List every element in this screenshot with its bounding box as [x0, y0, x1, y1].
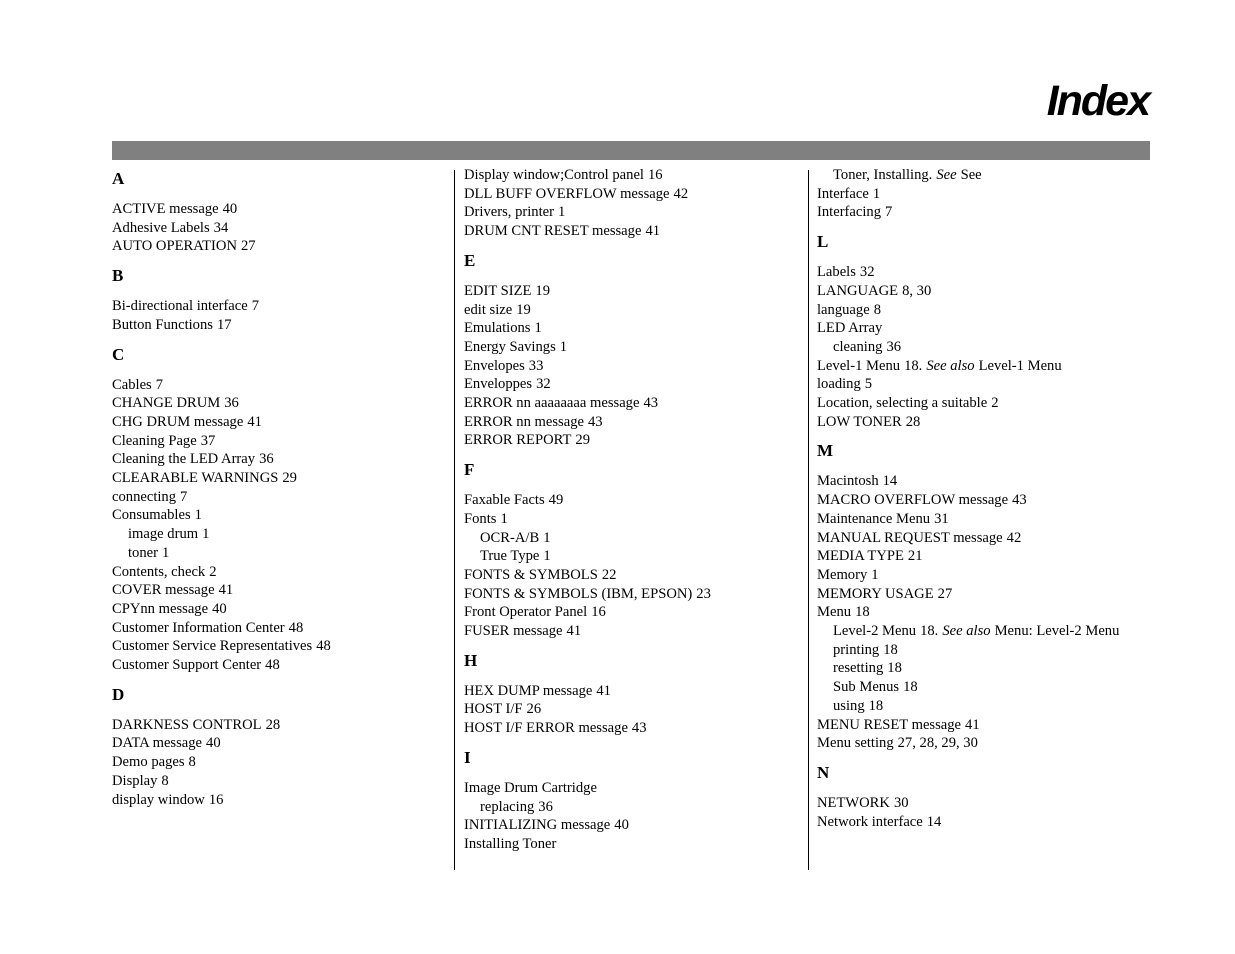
index-entry: [817, 375, 1157, 394]
entry-pages: 18: [855, 604, 870, 621]
entry-term: True Type: [480, 548, 540, 565]
entry-pages: 28: [905, 413, 921, 430]
index-entry: [817, 338, 1157, 357]
index-entry: [464, 301, 804, 320]
entry-term: CHG DRUM message: [112, 413, 244, 430]
index-section: [464, 650, 804, 738]
entry-pages: 14: [926, 813, 942, 830]
index-entry: [817, 529, 1157, 548]
entry-pages: 19: [535, 282, 551, 299]
entry-pages: 8: [161, 772, 169, 789]
index-entry: [464, 413, 804, 432]
entry-term: MENU RESET message: [817, 716, 962, 733]
index-entry: [112, 219, 452, 238]
entry-pages: 49: [548, 492, 564, 509]
entry-term: Button Functions: [112, 316, 213, 333]
entry-see: See also: [942, 623, 991, 640]
entry-pages: 1: [162, 544, 170, 561]
entry-pages: 27, 28, 29, 30: [897, 735, 978, 752]
entry-pages: 7: [155, 376, 164, 393]
index-entry: [112, 413, 452, 432]
entry-term: Network interface: [817, 813, 923, 830]
entry-pages: 41: [247, 413, 262, 430]
index-entry: [817, 603, 1157, 622]
entry-term: connecting: [112, 488, 177, 505]
entry-pages: 41: [566, 623, 582, 640]
entry-pages: 34: [213, 219, 229, 236]
index-entry: [464, 798, 804, 817]
index-section: [817, 762, 1157, 831]
index-entry: [817, 734, 1157, 753]
entry-pages: 40: [222, 201, 238, 217]
page-title: Index: [1046, 77, 1149, 125]
index-entry: [112, 297, 452, 316]
entry-term: Maintenance Menu: [817, 510, 931, 527]
entry-term: LOW TONER: [817, 413, 902, 430]
entry-pages: 18.: [920, 623, 939, 640]
entry-pages: 42: [673, 185, 689, 202]
index-section: [817, 231, 1157, 431]
index-entry: [817, 357, 1157, 376]
entry-pages: 48: [316, 638, 331, 655]
entry-pages: 31: [934, 510, 949, 527]
entry-term: Memory: [817, 566, 868, 583]
index-entry: [112, 656, 452, 675]
entry-term: Display: [112, 772, 158, 789]
entry-term: MACRO OVERFLOW message: [817, 492, 1009, 509]
entry-term: resetting: [833, 660, 884, 677]
entry-see: See also: [926, 357, 975, 374]
index-entry: [817, 659, 1157, 678]
entry-pages: 8: [873, 301, 881, 318]
entry-pages: 27: [937, 585, 953, 602]
index-column-2: [464, 166, 804, 863]
index-entry: [464, 719, 804, 738]
entry-term: Energy Savings: [464, 338, 556, 355]
column-divider: [454, 170, 455, 870]
entry-pages: 18: [887, 660, 902, 677]
entry-term: Sub Menus: [833, 679, 900, 696]
entry-term: COVER message: [112, 582, 215, 599]
entry-see-ref: Menu: Level-2 Menu: [994, 623, 1120, 640]
entry-term: Cables: [112, 376, 152, 393]
section-letter: F: [464, 460, 475, 480]
index-entry: [112, 506, 452, 525]
entry-pages: 26: [526, 701, 542, 718]
entry-pages: 36: [259, 451, 274, 468]
entry-pages: 7: [885, 204, 893, 221]
entry-term: DRUM CNT RESET message: [464, 223, 642, 240]
index-section: [112, 684, 452, 810]
entry-pages: 43: [1012, 492, 1027, 509]
index-entry: [464, 835, 804, 854]
entry-term: FONTS & SYMBOLS (IBM, EPSON): [464, 585, 693, 602]
index-entry: [112, 772, 452, 791]
entry-term: Labels: [817, 264, 856, 281]
entry-pages: 1: [557, 204, 566, 221]
entry-term: Menu setting: [817, 735, 894, 752]
index-entry: [112, 637, 452, 656]
index-section: [464, 747, 804, 854]
header-bar: [112, 141, 1150, 160]
entry-pages: 28: [265, 716, 281, 733]
entry-term: DATA message: [112, 735, 203, 752]
entry-pages: 1: [194, 507, 202, 524]
entry-pages: 29: [575, 432, 590, 449]
entry-pages: 18: [903, 679, 918, 696]
entry-pages: 5: [864, 376, 873, 393]
column-divider: [808, 170, 809, 870]
entry-term: Toner, Installing.: [833, 167, 933, 183]
entry-term: INITIALIZING message: [464, 817, 611, 834]
index-entry: [817, 282, 1157, 301]
entry-see: See: [936, 167, 957, 183]
entry-term: Level-2 Menu: [833, 623, 917, 640]
entry-pages: 18.: [904, 357, 923, 374]
index-entry: [464, 338, 804, 357]
entry-term: Display window;Control panel: [464, 167, 644, 183]
section-letter: N: [817, 762, 830, 782]
entry-term: CHANGE DRUM: [112, 395, 221, 412]
entry-term: using: [833, 697, 865, 714]
entry-pages: 37: [200, 432, 216, 449]
entry-term: Bi-directional interface: [112, 298, 248, 315]
index-entry: [817, 697, 1157, 716]
entry-pages: 7: [180, 488, 188, 505]
entry-see-ref: See: [960, 167, 982, 183]
index-entry: [817, 585, 1157, 604]
entry-pages: 16: [208, 791, 224, 808]
index-section: [112, 168, 452, 256]
index-entry: [464, 529, 804, 548]
entry-term: language: [817, 301, 870, 318]
entry-term: ERROR nn aaaaaaaa message: [464, 395, 640, 412]
entry-term: DARKNESS CONTROL: [112, 716, 262, 733]
entry-term: Envelopes: [464, 357, 525, 374]
entry-pages: 40: [206, 735, 221, 752]
entry-pages: 27: [241, 238, 256, 255]
index-entry: [464, 510, 804, 529]
index-entry: [817, 413, 1157, 432]
entry-term: Interface: [817, 185, 869, 202]
index-entry: [464, 282, 804, 301]
section-letter: B: [112, 266, 124, 286]
index-entry: [817, 510, 1157, 529]
entry-pages: 16: [591, 604, 606, 621]
index-entry: [112, 432, 452, 451]
entry-pages: 48: [288, 619, 304, 636]
index-entry: [817, 472, 1157, 491]
index-section: [464, 166, 804, 241]
section-letter: L: [817, 232, 829, 252]
entry-term: MANUAL REQUEST message: [817, 529, 1003, 546]
entry-pages: 14: [882, 473, 898, 490]
entry-term: Cleaning Page: [112, 432, 197, 449]
section-letter: A: [112, 169, 125, 188]
index-entry: [817, 301, 1157, 320]
entry-term: edit size: [464, 301, 513, 318]
index-entry: [112, 791, 452, 810]
index-entry: [817, 394, 1157, 413]
entry-term: HOST I/F ERROR message: [464, 720, 628, 737]
entry-term: ERROR REPORT: [464, 432, 572, 449]
index-entry: [464, 603, 804, 622]
section-letter: E: [464, 250, 476, 270]
entry-pages: 2: [209, 563, 217, 580]
entry-see-ref: Level-1 Menu: [978, 357, 1062, 374]
entry-term: Adhesive Labels: [112, 219, 210, 236]
section-letter: M: [817, 441, 834, 461]
index-entry: [817, 678, 1157, 697]
index-entry: [817, 641, 1157, 660]
entry-pages: 36: [538, 798, 553, 815]
entry-pages: 1: [534, 320, 542, 337]
index-entry: [464, 222, 804, 241]
entry-pages: 7: [251, 298, 260, 315]
entry-pages: 36: [224, 395, 239, 412]
entry-pages: 43: [631, 720, 647, 737]
entry-term: OCR-A/B: [480, 529, 540, 546]
entry-term: Cleaning the LED Array: [112, 451, 256, 468]
entry-pages: 40: [212, 600, 227, 617]
entry-term: Level-1 Menu: [817, 357, 901, 374]
entry-term: Front Operator Panel: [464, 604, 588, 621]
entry-term: display window: [112, 791, 205, 808]
entry-term: Consumables: [112, 507, 191, 524]
section-letter: H: [464, 650, 478, 670]
entry-term: CLEARABLE WARNINGS: [112, 470, 279, 487]
index-entry: [817, 813, 1157, 832]
entry-term: LED Array: [817, 320, 883, 337]
index-entry: [817, 166, 1157, 185]
entry-pages: 1: [543, 548, 551, 565]
entry-term: Faxable Facts: [464, 492, 545, 509]
entry-pages: 2: [991, 395, 999, 412]
entry-pages: 41: [965, 716, 980, 733]
index-entry: [112, 394, 452, 413]
entry-term: Contents, check: [112, 563, 206, 580]
entry-term: ERROR nn message: [464, 413, 584, 430]
index-entry: [112, 376, 452, 395]
entry-pages: 1: [500, 510, 508, 527]
entry-term: MEMORY USAGE: [817, 585, 934, 602]
entry-pages: 30: [893, 794, 909, 811]
entry-pages: 33: [528, 357, 544, 374]
entry-pages: 32: [536, 376, 551, 393]
entry-pages: 42: [1006, 529, 1022, 546]
index-section: [464, 459, 804, 641]
entry-term: Image Drum Cartridge: [464, 779, 597, 796]
entry-term: Drivers, printer: [464, 204, 554, 221]
entry-term: Emulations: [464, 320, 531, 337]
entry-pages: 1: [559, 338, 568, 355]
index-entry: [464, 547, 804, 566]
entry-pages: 21: [907, 548, 923, 565]
entry-term: Location, selecting a suitable: [817, 395, 988, 412]
entry-term: image drum: [128, 526, 199, 543]
entry-term: FONTS & SYMBOLS: [464, 566, 598, 583]
index-entry: [112, 716, 452, 735]
entry-term: Menu: [817, 604, 852, 621]
index-entry: [112, 563, 452, 582]
index-entry: [464, 491, 804, 510]
entry-pages: 1: [871, 566, 879, 583]
entry-pages: 23: [696, 585, 711, 602]
index-entry: [464, 816, 804, 835]
index-entry: [112, 237, 452, 256]
index-entry: [817, 263, 1157, 282]
index-entry: [112, 753, 452, 772]
entry-pages: 8: [188, 754, 196, 771]
entry-pages: 19: [516, 301, 531, 318]
entry-pages: 41: [596, 682, 611, 699]
index-entry: [112, 525, 452, 544]
section-letter: D: [112, 684, 125, 704]
index-entry: [112, 488, 452, 507]
index-entry: [817, 491, 1157, 510]
entry-term: replacing: [480, 798, 535, 815]
entry-term: ACTIVE message: [112, 201, 219, 217]
entry-pages: 1: [202, 526, 210, 543]
entry-pages: 17: [216, 316, 232, 333]
index-entry: [464, 375, 804, 394]
entry-term: Fonts: [464, 510, 497, 527]
index-entry: [817, 319, 1157, 338]
index-entry: [464, 700, 804, 719]
entry-term: Interfacing: [817, 204, 882, 221]
entry-pages: 36: [886, 338, 902, 355]
index-entry: [464, 185, 804, 204]
index-entry: [112, 450, 452, 469]
index-entry: [464, 203, 804, 222]
index-entry: [464, 779, 804, 798]
entry-pages: 22: [601, 566, 617, 583]
entry-pages: 41: [218, 582, 234, 599]
index-entry: [112, 619, 452, 638]
entry-term: HOST I/F: [464, 701, 523, 718]
entry-pages: 1: [543, 529, 551, 546]
index-entry: [817, 547, 1157, 566]
entry-pages: 1: [872, 185, 881, 202]
entry-term: AUTO OPERATION: [112, 238, 237, 255]
index-entry: [464, 682, 804, 701]
index-entry: [464, 585, 804, 604]
index-entry: [112, 581, 452, 600]
entry-term: EDIT SIZE: [464, 282, 532, 299]
index-entry: [817, 622, 1157, 641]
index-section: [112, 265, 452, 334]
entry-pages: 40: [614, 817, 629, 834]
entry-term: Macintosh: [817, 473, 879, 490]
entry-pages: 16: [647, 167, 663, 183]
entry-term: Customer Service Representatives: [112, 638, 313, 655]
index-section: [817, 440, 1157, 753]
index-entry: [817, 794, 1157, 813]
index-section: [464, 250, 804, 450]
index-entry: [817, 566, 1157, 585]
entry-pages: 48: [265, 657, 280, 674]
index-entry: [112, 544, 452, 563]
section-letter: C: [112, 344, 125, 364]
entry-term: Customer Information Center: [112, 619, 285, 636]
index-entry: [112, 734, 452, 753]
index-entry: [464, 166, 804, 185]
index-entry: [817, 203, 1157, 222]
entry-pages: 18: [883, 641, 898, 658]
entry-term: loading: [817, 376, 861, 393]
index-entry: [112, 600, 452, 619]
entry-term: HEX DUMP message: [464, 682, 593, 699]
entry-term: NETWORK: [817, 794, 890, 811]
entry-term: Customer Support Center: [112, 657, 262, 674]
index-entry: [112, 200, 452, 219]
entry-term: cleaning: [833, 338, 883, 355]
index-entry: [464, 622, 804, 641]
entry-pages: 41: [645, 223, 661, 240]
index-entry: [464, 394, 804, 413]
index-entry: [817, 185, 1157, 204]
entry-term: MEDIA TYPE: [817, 548, 904, 565]
entry-term: Installing Toner: [464, 835, 557, 852]
entry-term: toner: [128, 544, 158, 561]
entry-pages: 29: [282, 470, 297, 487]
index-entry: [817, 716, 1157, 735]
index-column-1: [112, 168, 452, 818]
entry-pages: 43: [588, 413, 603, 430]
index-entry: [464, 319, 804, 338]
index-entry: [112, 316, 452, 335]
index-entry: [464, 566, 804, 585]
entry-term: CPYnn message: [112, 600, 209, 617]
entry-term: FUSER message: [464, 623, 563, 640]
entry-term: DLL BUFF OVERFLOW message: [464, 185, 670, 202]
index-entry: [464, 357, 804, 376]
section-letter: I: [464, 747, 471, 767]
entry-pages: 18: [868, 697, 884, 714]
entry-pages: 32: [859, 264, 875, 281]
index-column-3: [817, 166, 1157, 840]
index-section: [817, 166, 1157, 222]
index-section: [112, 344, 452, 675]
entry-pages: 8, 30: [902, 282, 932, 299]
entry-term: printing: [833, 641, 880, 658]
entry-term: Enveloppes: [464, 376, 533, 393]
index-entry: [112, 469, 452, 488]
entry-term: Demo pages: [112, 754, 185, 771]
index-entry: [464, 431, 804, 450]
entry-pages: 43: [643, 395, 659, 412]
entry-term: LANGUAGE: [817, 282, 899, 299]
